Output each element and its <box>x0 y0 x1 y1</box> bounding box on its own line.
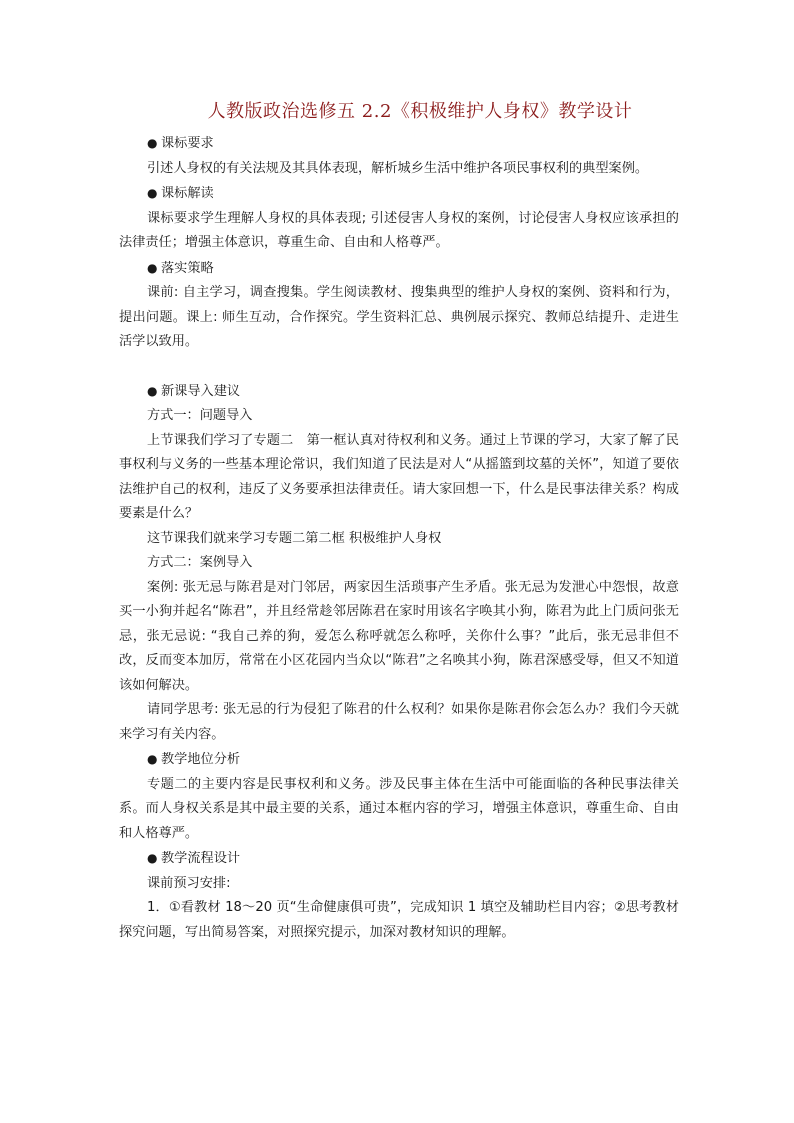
paragraph: 课前: 自主学习，调查搜集。学生阅读教材、搜集典型的维护人身权的案例、资料和行为，提出问题。课上: 师生互动，合作探究。学生资料汇总、典例展示探究、教师总结提升、走进生活学以致用。 <box>119 285 679 349</box>
heading-text: 课标要求 <box>161 136 214 151</box>
paragraph: 方式二：案例导入 <box>147 555 253 570</box>
paragraph: 请同学思考: 张无忌的行为侵犯了陈君的什么权利？如果你是陈君你会怎么办？我们今天就来学习有关内容。 <box>119 702 679 742</box>
section-heading-lesson-introduction <box>119 379 679 405</box>
paragraph: 引述人身权的有关法规及其具体表现，解析城乡生活中维护各项民事权利的典型案例。 <box>147 160 649 176</box>
bullet-icon: ● <box>147 752 158 766</box>
paragraph: 课前预习安排: <box>147 875 231 891</box>
document-title: 人教版政治选修五 2.2《积极维护人身权》教学设计 <box>207 101 633 122</box>
document-body <box>119 131 679 945</box>
bullet-icon: ● <box>147 186 158 200</box>
paragraph: 上节课我们学习了专题二 第一框认真对待权利和义务。通过上节课的学习，大家了解了民事权利与义务的一些基本理论常识，我们知道了民法是对人“从摇篮到坟墓的关怀”，知道了要依法维护自己的权利，违反了义务要承担法律责任。请大家回想一下，什么是民事法律关系？构成要素是什么？ <box>119 432 679 521</box>
heading-text: 教学地位分析 <box>161 752 241 767</box>
bullet-icon: ● <box>147 851 158 865</box>
paragraph: 案例: 张无忌与陈君是对门邻居，两家因生活琐事产生矛盾。张无忌为发泄心中怨恨，故意买一小狗并起名“陈君”，并且经常趁邻居陈君在家时用该名字唤其小狗，陈君为此上门质问张无忌，张无忌说: “我自己养的狗，爱怎么称呼就怎么称呼，关你什么事？”此后，张无忌非但不改，反而变本加厉，常常在小区花园内当众以“陈君”之名唤其小狗，陈君深感受辱，但又不知道该如何解决。 <box>119 579 679 693</box>
paragraph: 专题二的主要内容是民事权利和义务。涉及民事主体在生活中可能面临的各种民事法律关系。而人身权关系是其中最主要的关系，通过本框内容的学习，增强主体意识，尊重生命、自由和人格尊严。 <box>119 776 679 841</box>
spacer <box>119 355 679 379</box>
heading-text: 落实策略 <box>161 260 214 276</box>
section-heading-curriculum-interpretation <box>119 181 679 207</box>
bullet-icon: ● <box>147 383 158 398</box>
paragraph: 课标要求学生理解人身权的具体表现; 引述侵害人身权的案例，讨论侵害人身权应该承担的法律责任；增强主体意识，尊重生命、自由和人格尊严。 <box>119 210 679 250</box>
section-heading-curriculum-requirements <box>119 131 679 157</box>
paragraph: 这节课我们就来学习专题二第二框 积极维护人身权 <box>147 530 442 546</box>
heading-text: 新课导入建议 <box>161 383 241 399</box>
section-heading-teaching-position <box>119 747 679 773</box>
section-heading-teaching-process <box>119 846 679 872</box>
heading-text: 教学流程设计 <box>161 851 241 866</box>
section-heading-implementation-strategy <box>119 256 679 282</box>
bullet-icon: ● <box>147 136 158 150</box>
heading-text: 课标解读 <box>161 186 214 201</box>
bullet-icon: ● <box>147 260 158 275</box>
paragraph: 1．①看教材 18～20 页“生命健康俱可贵”，完成知识 1 填空及辅助栏目内容；②思考教材探究问题，写出简易答案，对照探究提示，加深对教材知识的理解。 <box>119 900 679 940</box>
paragraph: 方式一：问题导入 <box>147 408 253 423</box>
